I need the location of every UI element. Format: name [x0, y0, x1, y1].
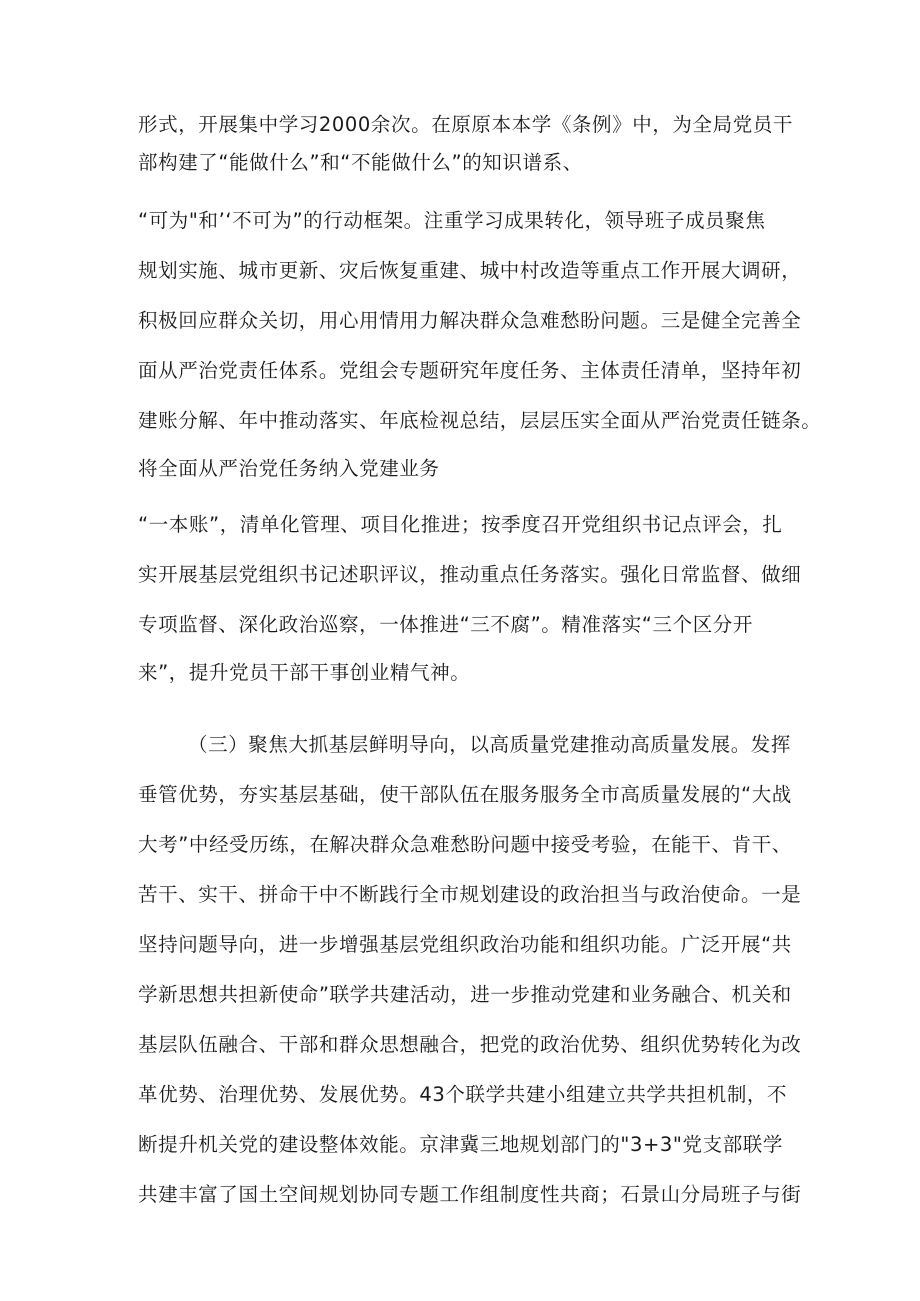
text-line: 来”，提升党员干部干事创业精气神。: [138, 661, 471, 684]
text-line: 面从严治党责任体系。党组会专题研究年度任务、主体责任清单，坚持年初: [138, 359, 802, 382]
text-line: 革优势、治理优势、发展优势。43个联学共建小组建立共学共担机制，不: [138, 1083, 788, 1106]
text-line: 垂管优势，夯实基层基础，使干部队伍在服务服务全市高质量发展的“大战: [138, 783, 792, 806]
text-line: 形式，开展集中学习2000余次。在原原本本学《条例》中，为全局党员干: [138, 113, 794, 136]
text-line: 苦干、实干、拼命干中不断践行全市规划建设的政治担当与政治使命。一是: [138, 883, 802, 906]
text-line: 断提升机关党的建设整体效能。京津冀三地规划部门的"3+3"党支部联学: [138, 1133, 783, 1156]
text-line: 专项监督、深化政治巡察，一体推进“三不腐”。精准落实“三个区分开: [138, 613, 754, 636]
text-line: 学新思想共担新使命”联学共建活动，进一步推动党建和业务融合、机关和: [138, 983, 792, 1006]
text-line: 大考”中经受历练，在解决群众急难愁盼问题中接受考验，在能干、肯干、: [138, 833, 792, 856]
text-line: 坚持问题导向，进一步增强基层党组织政治功能和组织功能。广泛开展“共: [138, 933, 792, 956]
text-line: “一本账”，清单化管理、项目化推进；按季度召开党组织书记点评会，扎: [138, 513, 783, 536]
section-heading-line: （三）聚焦大抓基层鲜明导向，以高质量党建推动高质量发展。发挥: [188, 733, 792, 756]
text-line: “可为"和’‘不可为”的行动框架。注重学习成果转化，领导班子成员聚焦: [138, 209, 766, 232]
text-line: 实开展基层党组织书记述职评议，推动重点任务落实。强化日常监督、做细: [138, 563, 802, 586]
text-line: 规划实施、城市更新、灾后恢复重建、城中村改造等重点工作开展大调研，: [138, 259, 802, 282]
text-line: 部构建了“能做什么”和“不能做什么”的知识谱系、: [138, 151, 583, 174]
text-line: 积极回应群众关切，用心用情用力解决群众急难愁盼问题。三是健全完善全: [138, 309, 802, 332]
text-line: 将全面从严治党任务纳入党建业务: [138, 457, 440, 480]
text-line: 建账分解、年中推动落实、年底检视总结，层层压实全面从严治党责任链条。: [138, 409, 822, 432]
text-line: 共建丰富了国土空间规划协同专题工作组制度性共商；石景山分局班子与街: [138, 1183, 802, 1206]
text-line: 基层队伍融合、干部和群众思想融合，把党的政治优势、组织优势转化为改: [138, 1033, 802, 1056]
